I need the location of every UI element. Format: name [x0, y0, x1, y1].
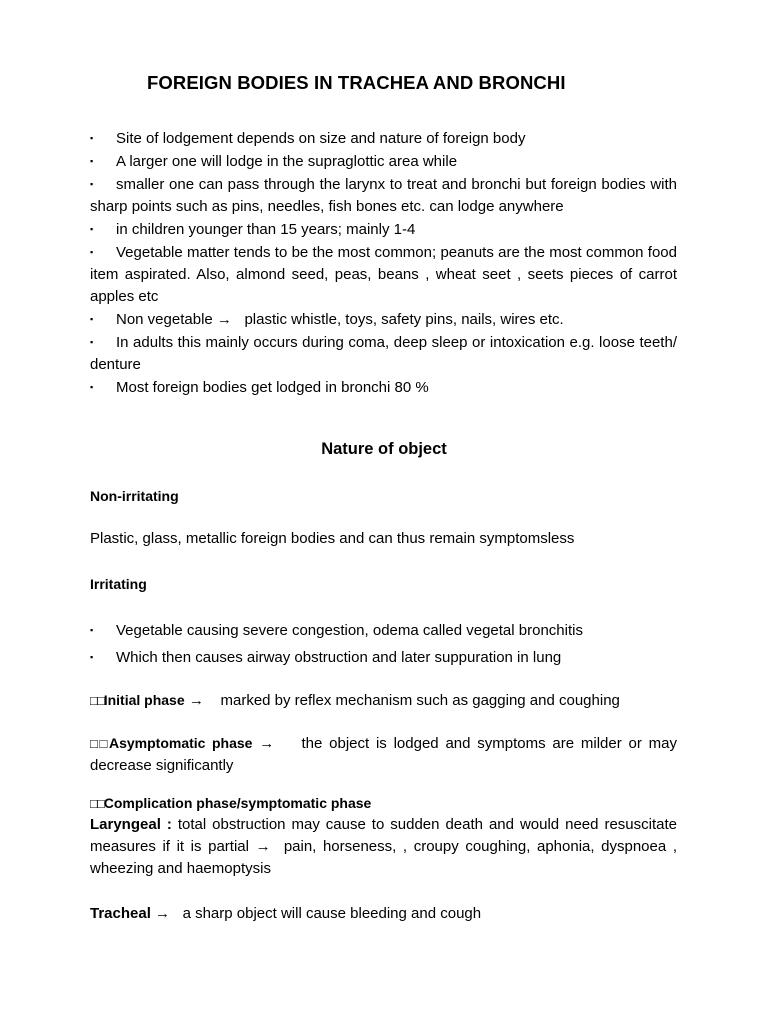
tracheal-label: Tracheal: [90, 905, 151, 922]
laryngeal-paragraph: [90, 814, 677, 880]
irritating-bullet-list: [90, 619, 677, 673]
tracheal-line: [90, 903, 677, 925]
page-title: FOREIGN BODIES IN TRACHEA AND BRONCHI: [147, 72, 566, 93]
list-item: ▪ A larger one will lodge in the supraglottic area while: [90, 150, 677, 173]
asymptomatic-phase-label: Asymptomatic phase: [108, 735, 253, 751]
irritating-heading: Irritating: [90, 576, 147, 592]
list-item: ▪ in children younger than 15 years; mainly 1-4: [90, 218, 677, 241]
complication-phase-heading: [90, 792, 677, 815]
missing-glyph-icon: □□: [90, 736, 109, 751]
bullet-icon: ▪: [90, 224, 94, 234]
missing-glyph-icon: □□: [90, 693, 104, 708]
initial-phase-text: marked by reflex mechanism such as gagging and coughing: [220, 692, 620, 709]
bullet-icon: ▪: [90, 156, 94, 166]
list-item: ▪ Non vegetable → plastic whistle, toys, safety pins, nails, wires etc.: [90, 308, 677, 331]
intro-bullet-list: [90, 127, 677, 399]
initial-phase-label: Initial phase: [103, 692, 185, 708]
list-item: ▪ In adults this mainly occurs during coma, deep sleep or intoxication e.g. loose teeth/ denture: [90, 331, 677, 376]
laryngeal-text-2: pain, horseness, , croupy coughing, aphonia, dyspnoea , wheezing and haemoptysis: [90, 838, 677, 877]
tracheal-text: a sharp object will cause bleeding and cough: [182, 905, 482, 922]
bullet-icon: ▪: [90, 247, 94, 257]
complication-phase-label: Complication phase/symptomatic phase: [103, 795, 372, 811]
bullet-icon: ▪: [90, 652, 94, 662]
laryngeal-label: Laryngeal :: [90, 816, 172, 833]
bullet-icon: ▪: [90, 625, 94, 635]
non-irritating-heading: Non-irritating: [90, 488, 179, 504]
list-item: ▪ smaller one can pass through the larynx to treat and bronchi but foreign bodies with sharp points such as pins, needles, fish bones etc. can lodge anywhere: [90, 173, 677, 218]
asymptomatic-phase-line: [90, 732, 677, 777]
arrow-icon: →: [259, 735, 275, 752]
bullet-icon: ▪: [90, 133, 94, 143]
initial-phase-line: [90, 689, 677, 712]
list-item: ▪ Which then causes airway obstruction and later suppuration in lung: [90, 646, 677, 669]
arrow-icon: →: [155, 905, 171, 922]
arrow-icon: →: [216, 311, 232, 328]
bullet-icon: ▪: [90, 179, 94, 189]
laryngeal-text-1: total obstruction may cause to sudden death and would need resuscitate measures if it is partial: [90, 816, 677, 855]
arrow-icon: →: [188, 692, 204, 709]
section-heading-nature: Nature of object: [321, 440, 447, 458]
list-item: ▪ Most foreign bodies get lodged in bronchi 80 %: [90, 376, 677, 399]
bullet-icon: ▪: [90, 337, 94, 347]
asymptomatic-phase-text: the object is lodged and symptoms are milder or may decrease significantly: [90, 735, 678, 774]
list-item: ▪ Vegetable causing severe congestion, odema called vegetal bronchitis: [90, 619, 677, 642]
non-irritating-text: Plastic, glass, metallic foreign bodies and can thus remain symptomsless: [90, 530, 575, 547]
list-item: ▪ Site of lodgement depends on size and nature of foreign body: [90, 127, 677, 150]
bullet-icon: ▪: [90, 382, 94, 392]
bullet-icon: ▪: [90, 314, 94, 324]
arrow-icon: →: [255, 838, 271, 855]
missing-glyph-icon: □□: [90, 796, 104, 811]
list-item: ▪ Vegetable matter tends to be the most common; peanuts are the most common food item aspirated. Also, almond seed, peas, beans , wheat seet , seets pieces of carrot apples etc: [90, 241, 677, 308]
